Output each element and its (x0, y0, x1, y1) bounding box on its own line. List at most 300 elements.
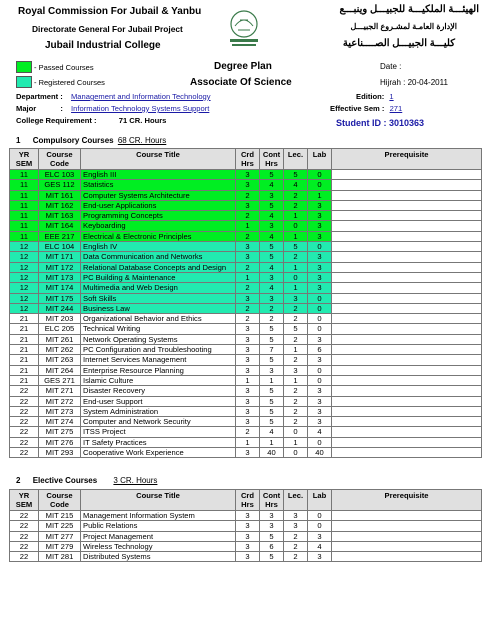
college-name-ar: كليـــة الجبيـــل الصــــناعية (342, 38, 455, 49)
cell-cont: 5 (260, 417, 284, 427)
cell-crd: 3 (236, 242, 260, 252)
date-label: Date : (380, 62, 402, 71)
cell-prerequisite (332, 375, 482, 385)
cell-lec: 1 (284, 211, 308, 221)
cell-crd: 2 (236, 314, 260, 324)
cell-prerequisite (332, 190, 482, 200)
cell-cont: 4 (260, 231, 284, 241)
org-name-en: Royal Commission For Jubail & Yanbu (18, 6, 202, 17)
cell-crd: 1 (236, 272, 260, 282)
department-label: Department : (16, 92, 63, 101)
college-name-en: Jubail Industrial College (45, 40, 161, 51)
semester-label: Effective Sem : (330, 104, 385, 113)
compulsory-table-header (10, 149, 482, 170)
cell-lab: 0 (308, 437, 332, 447)
cell-lec: 2 (284, 334, 308, 344)
plan-title: Degree Plan (214, 61, 272, 72)
cell-lab: 3 (308, 211, 332, 221)
table-row (10, 552, 482, 562)
cell-code: GES 112 (39, 180, 81, 190)
cell-lec: 5 (284, 324, 308, 334)
table-row (10, 200, 482, 210)
table-row (10, 345, 482, 355)
cell-code: MIT 271 (39, 386, 81, 396)
cell-lab: 0 (308, 170, 332, 180)
table-row (10, 396, 482, 406)
cell-lab: 0 (308, 511, 332, 521)
cell-prerequisite (332, 334, 482, 344)
cell-code: MIT 173 (39, 272, 81, 282)
cell-sem: 22 (10, 437, 39, 447)
cell-crd: 3 (236, 406, 260, 416)
cell-title: Project Management (81, 531, 236, 541)
cell-cont: 6 (260, 541, 284, 551)
cell-lec: 1 (284, 345, 308, 355)
registered-legend-swatch (16, 76, 32, 88)
table-row (10, 314, 482, 324)
edition-value: 1 (389, 92, 394, 101)
cell-crd: 3 (236, 170, 260, 180)
cell-title: Internet Services Management (81, 355, 236, 365)
major-value: Information Technology Systems Support (71, 104, 210, 113)
semester-value: 271 (389, 104, 403, 113)
cell-lec: 1 (284, 262, 308, 272)
table-row (10, 511, 482, 521)
cell-crd: 2 (236, 283, 260, 293)
cell-cont: 3 (260, 365, 284, 375)
cell-crd: 3 (236, 396, 260, 406)
cell-cont: 5 (260, 170, 284, 180)
col-yr-sem: YR SEM (10, 490, 39, 511)
cell-sem: 22 (10, 552, 39, 562)
table-row (10, 406, 482, 416)
cell-prerequisite (332, 531, 482, 541)
cell-sem: 22 (10, 448, 39, 458)
cell-sem: 21 (10, 314, 39, 324)
hijrah-label: Hijrah : (380, 78, 406, 87)
cell-prerequisite (332, 303, 482, 313)
cell-prerequisite (332, 396, 482, 406)
cell-cont: 7 (260, 345, 284, 355)
cell-title: Management Information System (81, 511, 236, 521)
cell-cont: 5 (260, 200, 284, 210)
cell-title: PC Building & Maintenance (81, 272, 236, 282)
cell-code: MIT 172 (39, 262, 81, 272)
cell-code: MIT 225 (39, 521, 81, 531)
cell-lab: 3 (308, 200, 332, 210)
col-lab: Lab (308, 490, 332, 511)
cell-title: Relational Database Concepts and Design (81, 262, 236, 272)
cell-lec: 3 (284, 521, 308, 531)
passed-legend-label: - Passed Courses (34, 63, 94, 72)
cell-cont: 3 (260, 190, 284, 200)
cell-code: MIT 274 (39, 417, 81, 427)
table-row (10, 531, 482, 541)
registered-legend-label: - Registered Courses (34, 78, 105, 87)
student-id-label: Student ID : (336, 118, 387, 128)
col-cont-hrs: Cont Hrs (260, 490, 284, 511)
cell-sem: 22 (10, 541, 39, 551)
cell-cont: 3 (260, 511, 284, 521)
cell-cont: 5 (260, 252, 284, 262)
cell-crd: 3 (236, 531, 260, 541)
cell-cont: 3 (260, 272, 284, 282)
col-crd-hrs: Crd Hrs (236, 149, 260, 170)
cell-crd: 2 (236, 190, 260, 200)
cell-crd: 3 (236, 324, 260, 334)
cell-lec: 2 (284, 406, 308, 416)
cell-sem: 22 (10, 406, 39, 416)
cell-cont: 5 (260, 396, 284, 406)
cell-lab: 4 (308, 541, 332, 551)
passed-legend-swatch (16, 61, 32, 73)
cell-prerequisite (332, 242, 482, 252)
col-lec: Lec. (284, 490, 308, 511)
table-row (10, 324, 482, 334)
cell-lab: 0 (308, 521, 332, 531)
cell-title: Computer Systems Architecture (81, 190, 236, 200)
cell-code: MIT 175 (39, 293, 81, 303)
cell-cont: 40 (260, 448, 284, 458)
cell-code: MIT 244 (39, 303, 81, 313)
cell-crd: 3 (236, 200, 260, 210)
cell-crd: 3 (236, 386, 260, 396)
compulsory-number: 1 (16, 136, 21, 145)
cell-prerequisite (332, 345, 482, 355)
col-lab: Lab (308, 149, 332, 170)
cell-lab: 0 (308, 242, 332, 252)
cell-lab: 3 (308, 552, 332, 562)
cell-crd: 2 (236, 427, 260, 437)
cell-title: Programming Concepts (81, 211, 236, 221)
col-prerequisite: Prerequisite (332, 149, 482, 170)
cell-crd: 3 (236, 448, 260, 458)
table-row (10, 448, 482, 458)
cell-sem: 21 (10, 365, 39, 375)
cell-crd: 1 (236, 437, 260, 447)
cell-title: Soft Skills (81, 293, 236, 303)
cell-crd: 1 (236, 375, 260, 385)
cell-crd: 3 (236, 345, 260, 355)
cell-crd: 3 (236, 521, 260, 531)
table-row (10, 417, 482, 427)
cell-lab: 3 (308, 386, 332, 396)
cell-lec: 0 (284, 221, 308, 231)
col-yr-sem: YR SEM (10, 149, 39, 170)
cell-cont: 2 (260, 314, 284, 324)
cell-crd: 3 (236, 511, 260, 521)
cell-cont: 1 (260, 437, 284, 447)
cell-lab: 3 (308, 406, 332, 416)
cell-cont: 4 (260, 180, 284, 190)
cell-code: MIT 171 (39, 252, 81, 262)
major-row (16, 104, 209, 113)
cell-lec: 0 (284, 448, 308, 458)
elective-table-body (10, 511, 482, 562)
elective-number: 2 (16, 476, 21, 485)
compulsory-title: Compulsory Courses (32, 136, 114, 145)
table-row (10, 170, 482, 180)
cell-lec: 2 (284, 252, 308, 262)
cell-lec: 2 (284, 531, 308, 541)
cell-lec: 2 (284, 386, 308, 396)
cell-lab: 0 (308, 375, 332, 385)
directorate-name-en: Directorate General For Jubail Project (32, 24, 183, 34)
degree-name: Associate Of Science (190, 77, 292, 88)
cell-prerequisite (332, 200, 482, 210)
cell-prerequisite (332, 170, 482, 180)
cell-sem: 11 (10, 170, 39, 180)
cell-cont: 3 (260, 293, 284, 303)
cell-code: MIT 163 (39, 211, 81, 221)
cell-title: Computer and Network Security (81, 417, 236, 427)
cell-crd: 2 (236, 262, 260, 272)
table-row (10, 293, 482, 303)
cell-code: MIT 215 (39, 511, 81, 521)
table-row (10, 303, 482, 313)
cell-lec: 2 (284, 314, 308, 324)
cell-title: Wireless Technology (81, 541, 236, 551)
cell-title: Public Relations (81, 521, 236, 531)
cell-title: Islamic Culture (81, 375, 236, 385)
col-course-title: Course Title (81, 490, 236, 511)
cell-prerequisite (332, 314, 482, 324)
cell-lab: 3 (308, 231, 332, 241)
table-row (10, 427, 482, 437)
cell-title: Business Law (81, 303, 236, 313)
cell-title: Technical Writing (81, 324, 236, 334)
table-row (10, 190, 482, 200)
cell-prerequisite (332, 324, 482, 334)
cell-cont: 5 (260, 334, 284, 344)
cell-crd: 3 (236, 417, 260, 427)
cell-prerequisite (332, 355, 482, 365)
cell-sem: 11 (10, 221, 39, 231)
cell-cont: 5 (260, 386, 284, 396)
cell-lec: 1 (284, 231, 308, 241)
cell-code: EEE 217 (39, 231, 81, 241)
table-row (10, 386, 482, 396)
cell-prerequisite (332, 252, 482, 262)
table-row (10, 365, 482, 375)
cell-lab: 0 (308, 180, 332, 190)
cell-code: MIT 161 (39, 190, 81, 200)
cell-lab: 3 (308, 221, 332, 231)
student-id-row (336, 118, 424, 128)
major-label: Major (16, 104, 37, 113)
department-value: Management and Information Technology (70, 92, 211, 101)
cell-crd: 3 (236, 252, 260, 262)
cell-crd: 3 (236, 180, 260, 190)
col-lec: Lec. (284, 149, 308, 170)
cell-lab: 3 (308, 355, 332, 365)
elective-hours: 3 CR. Hours (113, 476, 158, 485)
cell-prerequisite (332, 180, 482, 190)
cell-sem: 12 (10, 252, 39, 262)
cell-sem: 11 (10, 231, 39, 241)
cell-sem: 21 (10, 345, 39, 355)
cell-crd: 3 (236, 355, 260, 365)
cell-lab: 3 (308, 272, 332, 282)
table-row (10, 211, 482, 221)
cell-crd: 2 (236, 303, 260, 313)
cell-crd: 3 (236, 552, 260, 562)
cell-code: ELC 103 (39, 170, 81, 180)
cell-cont: 5 (260, 531, 284, 541)
cell-lec: 0 (284, 427, 308, 437)
student-id-value: 3010363 (389, 118, 425, 128)
cell-cont: 3 (260, 221, 284, 231)
cell-sem: 12 (10, 293, 39, 303)
cell-code: MIT 276 (39, 437, 81, 447)
table-row (10, 283, 482, 293)
cell-lec: 1 (284, 283, 308, 293)
compulsory-courses-table (9, 148, 482, 458)
cell-lec: 2 (284, 417, 308, 427)
cell-cont: 1 (260, 375, 284, 385)
cell-sem: 21 (10, 375, 39, 385)
cell-code: MIT 272 (39, 396, 81, 406)
cell-prerequisite (332, 211, 482, 221)
cell-crd: 1 (236, 221, 260, 231)
cell-sem: 12 (10, 262, 39, 272)
table-row (10, 521, 482, 531)
major-colon: : (60, 104, 63, 113)
cell-code: MIT 262 (39, 345, 81, 355)
cell-title: End-user Applications (81, 200, 236, 210)
cell-cont: 4 (260, 262, 284, 272)
cell-sem: 12 (10, 242, 39, 252)
cell-lab: 40 (308, 448, 332, 458)
cell-prerequisite (332, 521, 482, 531)
col-course-code: Course Code (39, 149, 81, 170)
cell-lec: 2 (284, 541, 308, 551)
cell-crd: 3 (236, 541, 260, 551)
cell-lab: 4 (308, 427, 332, 437)
cell-lec: 5 (284, 170, 308, 180)
cell-lec: 3 (284, 511, 308, 521)
cell-sem: 12 (10, 283, 39, 293)
cell-sem: 22 (10, 531, 39, 541)
cell-crd: 3 (236, 293, 260, 303)
cell-lab: 0 (308, 324, 332, 334)
cell-code: MIT 261 (39, 334, 81, 344)
cell-sem: 22 (10, 511, 39, 521)
requirement-value: 71 CR. Hours (118, 116, 167, 125)
cell-prerequisite (332, 221, 482, 231)
table-row (10, 334, 482, 344)
cell-sem: 11 (10, 180, 39, 190)
cell-lec: 4 (284, 180, 308, 190)
cell-sem: 21 (10, 355, 39, 365)
cell-lec: 2 (284, 355, 308, 365)
cell-cont: 4 (260, 427, 284, 437)
elective-courses-table (9, 489, 482, 562)
cell-cont: 5 (260, 406, 284, 416)
table-row (10, 221, 482, 231)
cell-code: MIT 281 (39, 552, 81, 562)
cell-lec: 3 (284, 365, 308, 375)
cell-prerequisite (332, 448, 482, 458)
cell-code: MIT 275 (39, 427, 81, 437)
cell-lab: 3 (308, 334, 332, 344)
elective-title: Elective Courses (32, 476, 98, 485)
cell-title: English III (81, 170, 236, 180)
table-row (10, 231, 482, 241)
cell-lec: 5 (284, 242, 308, 252)
col-cont-hrs: Cont Hrs (260, 149, 284, 170)
cell-code: ELC 104 (39, 242, 81, 252)
cell-prerequisite (332, 417, 482, 427)
cell-cont: 5 (260, 355, 284, 365)
cell-lab: 3 (308, 252, 332, 262)
cell-title: Statistics (81, 180, 236, 190)
cell-title: Network Operating Systems (81, 334, 236, 344)
cell-lab: 3 (308, 262, 332, 272)
org-name-ar: الهيئـــة الملكيـــة للجبيـــل وينبـــع (339, 4, 479, 15)
cell-title: Data Communication and Networks (81, 252, 236, 262)
table-row (10, 252, 482, 262)
cell-lec: 2 (284, 303, 308, 313)
cell-crd: 3 (236, 365, 260, 375)
cell-sem: 22 (10, 521, 39, 531)
cell-prerequisite (332, 272, 482, 282)
cell-prerequisite (332, 283, 482, 293)
cell-code: ELC 205 (39, 324, 81, 334)
edition-label: Edition: (356, 92, 385, 101)
cell-lab: 0 (308, 293, 332, 303)
cell-title: Organizational Behavior and Ethics (81, 314, 236, 324)
col-course-title: Course Title (81, 149, 236, 170)
cell-cont: 4 (260, 211, 284, 221)
cell-prerequisite (332, 231, 482, 241)
cell-sem: 22 (10, 386, 39, 396)
cell-lec: 3 (284, 293, 308, 303)
cell-lec: 2 (284, 190, 308, 200)
cell-title: IT Safety Practices (81, 437, 236, 447)
table-row (10, 262, 482, 272)
col-prerequisite: Prerequisite (332, 490, 482, 511)
cell-lec: 0 (284, 272, 308, 282)
table-row (10, 375, 482, 385)
cell-code: MIT 264 (39, 365, 81, 375)
cell-crd: 2 (236, 231, 260, 241)
cell-cont: 5 (260, 242, 284, 252)
compulsory-heading (16, 136, 166, 145)
cell-title: End-user Support (81, 396, 236, 406)
cell-prerequisite (332, 437, 482, 447)
cell-lec: 2 (284, 396, 308, 406)
cell-sem: 22 (10, 396, 39, 406)
cell-code: MIT 164 (39, 221, 81, 231)
table-row (10, 242, 482, 252)
cell-sem: 12 (10, 272, 39, 282)
cell-lab: 6 (308, 345, 332, 355)
cell-crd: 3 (236, 334, 260, 344)
cell-code: MIT 203 (39, 314, 81, 324)
cell-crd: 2 (236, 211, 260, 221)
cell-cont: 4 (260, 283, 284, 293)
table-row (10, 272, 482, 282)
col-crd-hrs: Crd Hrs (236, 490, 260, 511)
cell-lec: 2 (284, 200, 308, 210)
cell-code: MIT 263 (39, 355, 81, 365)
cell-sem: 12 (10, 303, 39, 313)
cell-lab: 3 (308, 283, 332, 293)
directorate-name-ar: الإدارة العامـة لمشـروع الجبيـــل (350, 22, 457, 31)
hijrah-date (380, 78, 448, 87)
cell-sem: 11 (10, 211, 39, 221)
